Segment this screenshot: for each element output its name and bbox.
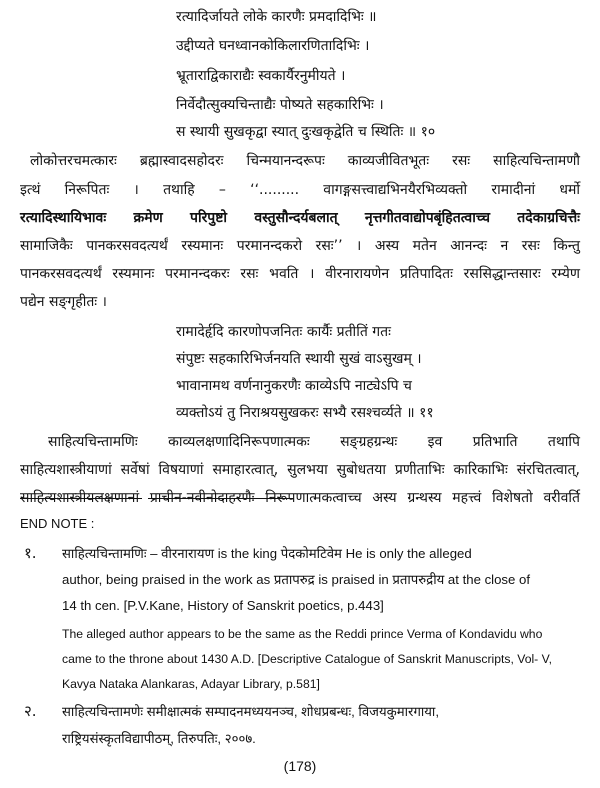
paragraph-line: साहित्यशास्त्रीयाणां सर्वेषां विषयाणां समाहारत्वात्, सुलभया सुबोधतया प्रणीताभिः कारिकाभिः संरचितत्वात्, (20, 462, 580, 478)
paragraph-line: साहित्यचिन्तामणिः काव्यलक्षणादिनिरूपणात्मकः सङ्ग्रहग्रन्थः इव प्रतिभाति तथापि (48, 434, 580, 450)
verse-line: रामादेर्हृदि कारणोपजनितः कार्यैः प्रतीतिं गतः (176, 324, 391, 340)
note-line: साहित्यचिन्तामणिः – वीरनारायण is the king पेदकोमटिवेम He is only the alleged (62, 546, 472, 561)
verse-line: निर्वेदौत्सुक्यचिन्ताद्यैः पोष्यते सहकारिभिः । (176, 97, 384, 113)
paragraph-line: इत्थं निरूपितः । तथाहि – ‘‘......... वागङ्गसत्त्वाद्यभिनयैरभिव्यक्तो रामादीनां धर्मो (20, 182, 580, 198)
note-line: 14 th cen. [P.V.Kane, History of Sanskrit poetics, p.443] (62, 598, 384, 613)
verse-line: उद्दीप्यते घनध्वानकोकिलारणितादिभिः । (176, 38, 370, 54)
note-number: २. (24, 702, 37, 720)
paragraph-line: लोकोत्तरचमत्कारः ब्रह्मास्वादसहोदरः चिन्मयानन्दरूपः काव्यजीवितभूतः रसः साहित्यचिन्तामणौ (30, 153, 580, 169)
paragraph-line: पानकरसवदत्यर्थं रस्यमानः परमानन्दकरः रसः भवति । वीरनारायणेन प्रतिपादितः रससिद्धान्तसारः रम्येण (20, 266, 580, 282)
note-line: राष्ट्रियसंस्कृतविद्यापीठम्, तिरुपतिः, २००७. (62, 731, 256, 746)
separator-rule (148, 498, 294, 499)
separator-rule (20, 498, 142, 499)
endnote-title: END NOTE : (20, 516, 95, 531)
note-number: १. (24, 544, 37, 562)
page-number: (178) (283, 758, 317, 774)
verse-line: भ्रूताराद्विकाराद्यैः स्वकार्यैरनुमीयते । (176, 68, 346, 84)
note-line: साहित्यचिन्तामणेः समीक्षात्मकं सम्पादनमध्ययनञ्च, शोधप्रबन्धः, विजयकुमारगाया, (62, 704, 440, 719)
paragraph-line: पद्येन सङ्गृहीतः । (20, 294, 107, 310)
note-line: came to the throne about 1430 A.D. [Descriptive Catalogue of Sanskrit Manuscripts, Vol- V, (62, 652, 553, 666)
paragraph-line: सामाजिकैः पानकरसवदत्यर्थं रस्यमानः परमानन्दकरो रसः’’ । अस्य मतेन आनन्दः न रसः किन्तु (20, 238, 580, 254)
verse-line: व्यक्तोऽयं तु निराश्रयसुखकरः सभ्यै रसश्चर्व्यते ॥ ११ (176, 405, 434, 421)
verse-line: स स्थायी सुखकृद्वा स्यात् दुःखकृद्वेति च स्थितिः ॥ १० (176, 124, 436, 140)
paragraph-line: साहित्यशास्त्रीयलक्षणानां प्राचीन-नवीनोदाहरणैः निरूपणात्मकत्वाच्च अस्य ग्रन्थस्य महत्त्वं विशेषतो वरीवर्ति (20, 490, 580, 506)
paragraph-line: रत्यादिस्थायिभावः क्रमेण परिपुष्टो वस्तुसौन्दर्यबलात् नृत्तगीतवाद्योपबृंहितत्वाच्च तदेकाग्रचित्तैः (20, 210, 580, 226)
verse-line: भावानामथ वर्णनानुकरणैः काव्येऽपि नाट्येऽपि च (176, 378, 412, 394)
verse-line: संपुष्टः सहकारिभिर्जनयति स्थायी सुखं वाऽसुखम् । (176, 351, 422, 367)
note-line: Kavya Nataka Alankaras, Adayar Library, p.581] (62, 677, 320, 691)
note-line: The alleged author appears to be the same as the Reddi prince Verma of Kondavidu who (62, 627, 543, 641)
verse-line: रत्यादिर्जायते लोके कारणैः प्रमदादिभिः ॥ (176, 9, 377, 25)
note-line: author, being praised in the work as प्रतापरुद्र is praised in प्रतापरुद्रीय at the close of (62, 572, 531, 587)
